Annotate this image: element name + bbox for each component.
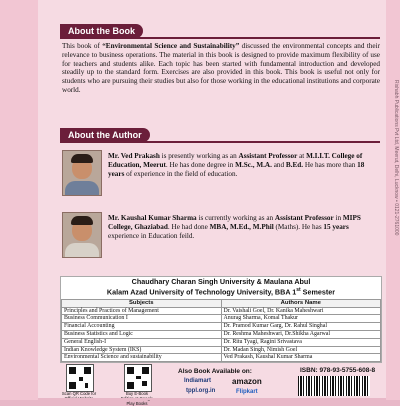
table-row (62, 346, 381, 354)
left-margin-band (0, 0, 38, 400)
table-header-row (62, 299, 381, 307)
table-row (62, 338, 381, 346)
author2-name: Mr. Kaushal Kumar Sharma (108, 214, 197, 222)
photo-shirt (65, 181, 99, 196)
store-tppl[interactable]: tppl.org.in (186, 388, 216, 394)
syllabus-table-title (61, 277, 381, 299)
right-spine-band (386, 0, 400, 400)
table-title-line1: Chaudhary Charan Singh University & Maulana Abul (131, 277, 311, 286)
ebook-qr-caption: Buy E-Book Play Books (125, 391, 149, 406)
syllabus-table (61, 299, 381, 362)
about-book-rule (60, 37, 380, 39)
photo-shirt (65, 243, 99, 258)
syllabus-table-box (60, 276, 382, 363)
photo-hair (71, 216, 93, 225)
about-author-heading: About the Author (60, 128, 150, 142)
author2-college: MIPS College, Ghaziabad (108, 214, 361, 231)
about-book-text-2: discussed the environmental concepts and their relevance to business operations. The material in this book is designed to provide maximum flexibility of use for teachers and students alike. Each topic has been started with fundamental introduction and developed steadily up to the standard form. Exercises are also provided in this book. This book is useful not only for students who are pursuing their studies but also for those working in the educational institutions and corporate world. (62, 42, 380, 94)
subject-cell: Business Communication I (62, 315, 222, 323)
subject-cell: Environmental Science and sustainability (62, 354, 222, 362)
table-row (62, 354, 381, 362)
author1-text: and (271, 160, 286, 169)
isbn-barcode (298, 376, 370, 396)
website-qr-caption: Scan QR Code for (61, 391, 97, 396)
authors-cell: Dr. Madan Singh, Nimish Goel (221, 346, 381, 354)
author1-text: He has more than (303, 160, 358, 169)
website-qr-code[interactable] (66, 364, 94, 392)
subject-cell: Indian Knowledge System (IKS) (62, 346, 222, 354)
author1-degrees: M.Sc., M.A. (235, 160, 272, 169)
author2-designation: Assistant Professor (274, 214, 334, 222)
author2-text: in (333, 214, 343, 222)
authors-cell: Anurag Sharma, Komal Thakur (221, 315, 381, 323)
table-title-end: Semester (300, 287, 336, 297)
author1-text: at (297, 152, 307, 160)
table-row (62, 315, 381, 323)
spine-text: Rishabh Publications Pvt Ltd, Meerut, Delhi, Lucknow • 0121-2761000 (393, 80, 399, 236)
about-book-paragraph (62, 42, 380, 95)
isbn-label: ISBN: 978-93-5755-608-8 (300, 367, 376, 374)
author2-text: (Maths). He has (273, 222, 324, 231)
authors-cell: Dr. Reshma Maheshwari, Dr.Shikha Agarwal (221, 330, 381, 338)
subject-cell: Financial Accounting (62, 323, 222, 331)
author2-text: . He had done (167, 222, 210, 231)
authors-cell: Ved Prakash, Kaushal Kumar Sharma (221, 354, 381, 362)
author1-text: of experience in the field of education. (124, 169, 238, 178)
table-title-sup: st (296, 287, 301, 294)
store-flipkart[interactable]: Flipkart (236, 389, 258, 395)
available-on-label: Also Book Available on: (178, 368, 252, 375)
author1-name: Mr. Ved Prakash (108, 152, 160, 160)
about-author-rule (60, 141, 380, 143)
author1-designation: Assistant Professor (238, 152, 298, 160)
store-indiamart[interactable]: Indiamart (184, 378, 212, 384)
photo-hair (71, 154, 93, 163)
col-header-authors: Authors Name (221, 299, 381, 307)
ebook-qr-code[interactable] (124, 364, 152, 392)
authors-cell: Dr. Vaishali Goel, Dr. Kanika Maheshwari (221, 307, 381, 315)
subject-cell: Business Statistics and Logic (62, 330, 222, 338)
author2-photo (62, 212, 102, 258)
book-title: “Environmental Science and Sustainability” (102, 42, 240, 50)
table-row (62, 307, 381, 315)
author1-text: . He has done degree in (165, 160, 236, 169)
author2-degrees: MBA, M.Ed., M.Phil (209, 222, 274, 231)
author1-text: is presently working as an (159, 152, 239, 160)
authors-cell: Dr. Ritu Tyagi, Ragini Srivastava (221, 338, 381, 346)
author1-bio (108, 152, 380, 178)
author2-text: is currently working as an (196, 214, 275, 222)
subject-cell: General English-I (62, 338, 222, 346)
author1-photo (62, 150, 102, 196)
author2-text: experience in Education feild. (108, 231, 195, 240)
store-amazon[interactable]: amazon (232, 377, 262, 386)
author2-experience: 15 years (323, 222, 349, 231)
subject-cell: Principles and Practices of Management (62, 307, 222, 315)
author1-college: M.I.I.T. College of Education, Meerut (108, 152, 363, 169)
author1-experience: 18 years (108, 160, 365, 178)
author2-bio (108, 214, 380, 240)
table-row (62, 330, 381, 338)
table-row (62, 323, 381, 331)
about-book-text-1: This book of (62, 42, 103, 50)
author1-degree-bed: B.Ed. (285, 160, 304, 169)
col-header-subjects: Subjects (62, 299, 222, 307)
table-title-line2 (63, 286, 379, 297)
table-title-text: Kalam Azad University of Technology University, BBA 1 (106, 287, 297, 297)
about-book-heading: About the Book (60, 24, 143, 38)
authors-cell: Dr. Pramod Kumar Garg, Dr. Rahul Singhal (221, 323, 381, 331)
